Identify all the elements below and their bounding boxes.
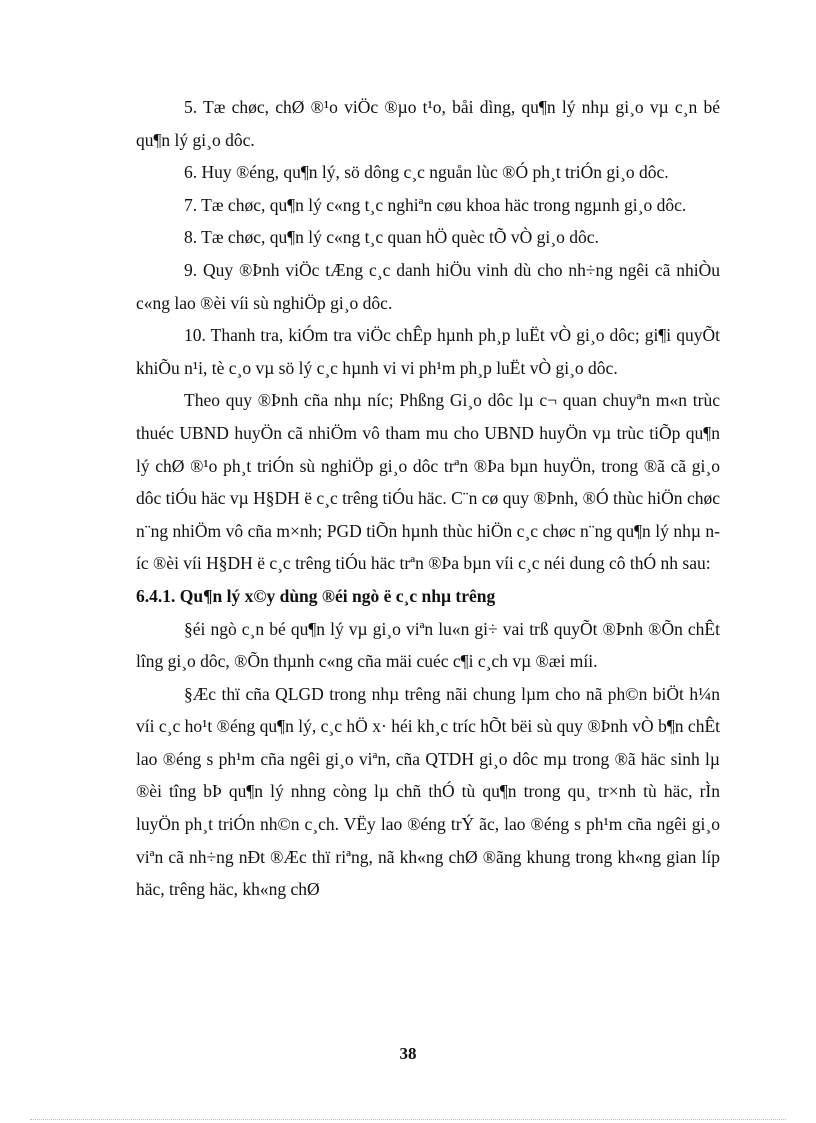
paragraph-item-5: 5. Tæ chøc, chØ ®¹o viÖc ®µo t¹o, båi dìng, qu¶n lý nhµ gi¸o vµ c¸n bé qu¶n lý gi¸o dôc. [136,97,720,150]
paragraph-regulation: Theo quy ®Þnh cña nhµ níc; Phßng Gi¸o dôc lµ c¬ quan chuyªn m«n trùc thuéc UBND huyÖn cã nhiÖm vô tham mu cho UBND huyÖn vµ trùc tiÕp qu¶n lý chØ ®¹o ph¸t triÓn sù nghiÖp gi¸o dôc trªn ®Þa bµn huyÖn, trong ®ã cã gi¸o dôc tiÓu häc vµ H§DH ë c¸c trêng tiÓu häc. C¨n cø quy ®Þnh, ®Ó thùc hiÖn chøc n¨ng nhiÖm vô cña m×nh; PGD tiÕn hµnh thùc hiÖn c¸c chøc n¨ng qu¶n lý nhµ níc ®èi víi H§DH ë c¸c trêng tiÓu häc trªn ®Þa bµn víi c¸c néi dung cô thÓ nh sau: [136,390,720,574]
paragraph-staff: §éi ngò c¸n bé qu¶n lý vµ gi¸o viªn lu«n gi÷ vai trß quyÕt ®Þnh ®Õn chÊt lîng gi¸o dôc, ®Õn thµnh c«ng cña mäi cuéc c¶i c¸ch vµ ®æi míi. [136,618,720,672]
body-text [136,91,720,906]
paragraph-item-8: 8. Tæ chøc, qu¶n lý c«ng t¸c quan hÖ quèc tÕ vÒ gi¸o dôc. [184,227,599,248]
footer-divider [30,1119,786,1120]
paragraph-management: §Æc thï cña QLGD trong nhµ trêng nãi chung lµm cho nã ph©n biÖt h¼n víi c¸c ho¹t ®éng qu¶n lý, c¸c hÖ x· héi kh¸c tríc hÕt bëi sù quy ®Þnh vÒ b¶n chÊt lao ®éng s ph¹m cña ngêi gi¸o viªn, cña QTDH gi¸o dôc mµ trong ®ã häc sinh lµ ®èi tîng bÞ qu¶n lý nhng còng lµ chñ thÓ tù qu¶n trong qu¸ tr×nh tù häc, rÌn luyÖn ph¸t triÓn nh©n c¸ch. VËy lao ®éng trÝ ãc, lao ®éng s ph¹m cña ngêi gi¸o viªn cã nh÷ng nÐt ®Æc thï riªng, nã kh«ng chØ ®ãng khung trong kh«ng gian líp häc, trêng häc, kh«ng chØ [136,683,720,900]
section-heading: 6.4.1. Qu¶n lý x©y dùng ®éi ngò ë c¸c nhµ trêng [136,585,496,606]
paragraph-item-10: 10. Thanh tra, kiÓm tra viÖc chÊp hµnh ph¸p luËt vÒ gi¸o dôc; gi¶i quyÕt khiÕu n¹i, tè c¸o vµ sö lý c¸c hµnh vi vi ph¹m ph¸p luËt vÒ gi¸o dôc. [136,325,720,378]
page-number: 38 [399,1044,417,1063]
paragraph-item-7: 7. Tæ chøc, qu¶n lý c«ng t¸c nghiªn cøu khoa häc trong ngµnh gi¸o dôc. [184,194,687,215]
paragraph-item-6: 6. Huy ®éng, qu¶n lý, sö dông c¸c nguån lùc ®Ó ph¸t triÓn gi¸o dôc. [184,162,669,183]
paragraph-item-9: 9. Quy ®Þnh viÖc tÆng c¸c danh hiÖu vinh dù cho nh÷ng ngêi cã nhiÒu c«ng lao ®èi víi sù nghiÖp gi¸o dôc. [136,259,720,313]
